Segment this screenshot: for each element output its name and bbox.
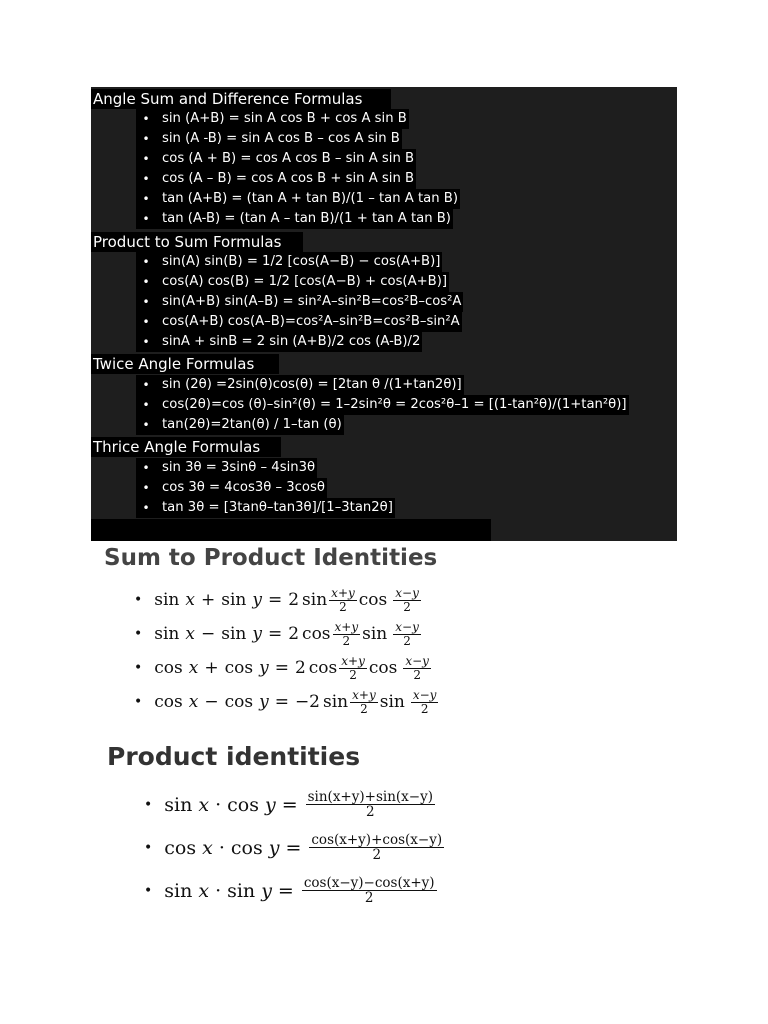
list-item: • sin(A) sin(B) = 1/2 [cos(A−B) − cos(A+B)] bbox=[136, 252, 442, 272]
list-item: • cos(2θ)=cos (θ)–sin²(θ) = 1–2sin²θ = 2cos²θ–1 = [(1-tan²θ)/(1+tan²θ)] bbox=[136, 395, 629, 415]
list-item: • sin (2θ) =2sin(θ)cos(θ) = [2tan θ /(1+tan2θ)] bbox=[136, 375, 464, 395]
numerator: cos(x−y)−cos(x+y) bbox=[303, 875, 435, 891]
numerator: x−y bbox=[395, 620, 419, 634]
denominator: 2 bbox=[349, 667, 357, 682]
fraction bbox=[309, 833, 444, 863]
equals: = bbox=[277, 880, 294, 902]
var-y: y bbox=[261, 880, 272, 902]
sum-to-product-title: Sum to Product Identities bbox=[104, 545, 438, 571]
section-title-thrice-angle: Thrice Angle Formulas bbox=[91, 437, 281, 457]
product-identity-row bbox=[144, 876, 439, 906]
var-x: x bbox=[185, 590, 195, 611]
var-y: y bbox=[268, 837, 280, 859]
equals: = bbox=[267, 590, 283, 611]
list-item: • sin(A+B) sin(A–B) = sin²A–sin²B=cos²B–cos²A bbox=[136, 292, 463, 312]
bullet-icon: • bbox=[144, 840, 153, 856]
numerator: sin(x+y)+sin(x−y) bbox=[307, 789, 433, 805]
bullet-icon: • bbox=[134, 592, 143, 609]
denominator: 2 bbox=[339, 599, 347, 614]
denominator: 2 bbox=[364, 890, 374, 907]
bullet-icon: • bbox=[134, 660, 143, 677]
equals: = bbox=[285, 837, 302, 859]
list-item: • sin (A+B) = sin A cos B + cos A sin B bbox=[136, 109, 409, 129]
equals: = bbox=[267, 624, 283, 645]
panel-bottom-strip bbox=[91, 519, 491, 541]
dot-operator: · bbox=[215, 880, 222, 902]
fraction bbox=[302, 876, 437, 906]
fn: cos bbox=[302, 624, 331, 645]
list-item: • tan (A+B) = (tan A + tan B)/(1 – tan A tan B) bbox=[136, 189, 460, 209]
numerator: x+y bbox=[352, 688, 376, 702]
coefficient: 2 bbox=[288, 590, 300, 611]
denominator: 2 bbox=[420, 701, 429, 716]
operator: + bbox=[200, 590, 216, 611]
var-y: y bbox=[252, 624, 262, 645]
var-x: x bbox=[188, 692, 199, 713]
denominator: 2 bbox=[366, 804, 375, 821]
section-title-twice-angle: Twice Angle Formulas bbox=[91, 354, 279, 374]
var-x: x bbox=[185, 624, 195, 645]
fn: sin bbox=[164, 794, 193, 816]
list-item: • cos(A) cos(B) = 1/2 [cos(A−B) + cos(A+B)] bbox=[136, 272, 449, 292]
list-item: • sin (A -B) = sin A cos B – cos A sin B bbox=[136, 129, 402, 149]
fraction bbox=[333, 621, 361, 648]
numerator: x+y bbox=[334, 620, 359, 634]
numerator: x−y bbox=[395, 586, 419, 600]
denominator: 2 bbox=[403, 599, 411, 614]
sum-to-product-row bbox=[134, 621, 423, 648]
list-item: • cos (A – B) = cos A cos B + sin A sin B bbox=[136, 169, 416, 189]
fn: sin bbox=[154, 590, 180, 611]
bullet-icon: • bbox=[144, 797, 153, 813]
section-title-product-to-sum: Product to Sum Formulas bbox=[91, 232, 303, 252]
fn: sin bbox=[154, 624, 180, 645]
fn: cos bbox=[154, 658, 183, 679]
equals: = bbox=[281, 794, 298, 816]
fraction bbox=[350, 689, 378, 716]
fn: cos bbox=[154, 692, 183, 713]
var-x: x bbox=[198, 794, 210, 816]
list-item: • cos(A+B) cos(A–B)=cos²A–sin²B=cos²B–sin²A bbox=[136, 312, 462, 332]
list-item: • tan 3θ = [3tanθ–tan3θ]/[1–3tan2θ] bbox=[136, 498, 395, 518]
denominator: 2 bbox=[360, 701, 368, 716]
fraction bbox=[393, 587, 421, 614]
coefficient: −2 bbox=[294, 692, 320, 713]
fn: cos bbox=[230, 837, 263, 859]
denominator: 2 bbox=[403, 633, 411, 648]
fn: cos bbox=[224, 692, 254, 713]
numerator: x+y bbox=[341, 654, 365, 668]
list-item: • cos 3θ = 4cos3θ – 3cosθ bbox=[136, 478, 327, 498]
list-item: • tan(2θ)=2tan(θ) / 1–tan (θ) bbox=[136, 415, 344, 435]
list-item: • sin 3θ = 3sinθ – 4sin3θ bbox=[136, 458, 317, 478]
var-x: x bbox=[202, 837, 213, 859]
denominator: 2 bbox=[342, 633, 351, 648]
fraction bbox=[393, 621, 421, 648]
var-y: y bbox=[259, 658, 269, 679]
fn: cos bbox=[358, 590, 388, 611]
fraction bbox=[339, 655, 367, 682]
list-item: • cos (A + B) = cos A cos B – sin A sin B bbox=[136, 149, 416, 169]
equals: = bbox=[274, 658, 289, 679]
section-title-angle-sum: Angle Sum and Difference Formulas bbox=[91, 89, 391, 109]
coefficient: 2 bbox=[288, 624, 300, 645]
formula-panel bbox=[91, 87, 677, 541]
operator: + bbox=[204, 658, 219, 679]
fn: sin bbox=[323, 692, 349, 713]
product-identities-title: Product identities bbox=[107, 742, 361, 771]
numerator: x−y bbox=[412, 688, 437, 702]
fn: cos bbox=[308, 658, 338, 679]
fraction bbox=[329, 587, 357, 614]
equals: = bbox=[274, 692, 289, 713]
product-identity-row bbox=[144, 790, 437, 820]
fn: sin bbox=[379, 692, 405, 713]
list-item: • tan (A-B) = (tan A – tan B)/(1 + tan A tan B) bbox=[136, 209, 453, 229]
numerator: x−y bbox=[405, 654, 429, 668]
denominator: 2 bbox=[372, 847, 382, 864]
fraction bbox=[306, 790, 435, 820]
fn: sin bbox=[221, 590, 247, 611]
product-identity-row bbox=[144, 833, 446, 863]
coefficient: 2 bbox=[294, 658, 306, 679]
sum-to-product-row bbox=[134, 587, 423, 614]
fn: cos bbox=[224, 658, 254, 679]
bullet-icon: • bbox=[134, 626, 143, 643]
operator: − bbox=[204, 692, 219, 713]
var-x: x bbox=[188, 658, 199, 679]
fn: sin bbox=[302, 590, 328, 611]
fn: cos bbox=[227, 794, 259, 816]
sum-to-product-row bbox=[134, 689, 440, 716]
fn: cos bbox=[164, 837, 197, 859]
fn: sin bbox=[227, 880, 256, 902]
dot-operator: · bbox=[218, 837, 225, 859]
bullet-icon: • bbox=[144, 883, 153, 899]
numerator: cos(x+y)+cos(x−y) bbox=[311, 832, 443, 848]
denominator: 2 bbox=[413, 667, 421, 682]
fn: sin bbox=[362, 624, 388, 645]
fn: sin bbox=[221, 624, 247, 645]
sum-to-product-row bbox=[134, 655, 433, 682]
dot-operator: · bbox=[215, 794, 222, 816]
list-item: • sinA + sinB = 2 sin (A+B)/2 cos (A-B)/2 bbox=[136, 332, 422, 352]
var-x: x bbox=[198, 880, 210, 902]
fraction bbox=[411, 689, 439, 716]
var-y: y bbox=[252, 590, 262, 611]
var-y: y bbox=[259, 692, 269, 713]
operator: − bbox=[200, 624, 216, 645]
bullet-icon: • bbox=[134, 694, 143, 711]
numerator: x+y bbox=[331, 586, 355, 600]
fn: cos bbox=[368, 658, 398, 679]
var-y: y bbox=[264, 794, 276, 816]
fraction bbox=[403, 655, 431, 682]
fn: sin bbox=[164, 880, 193, 902]
